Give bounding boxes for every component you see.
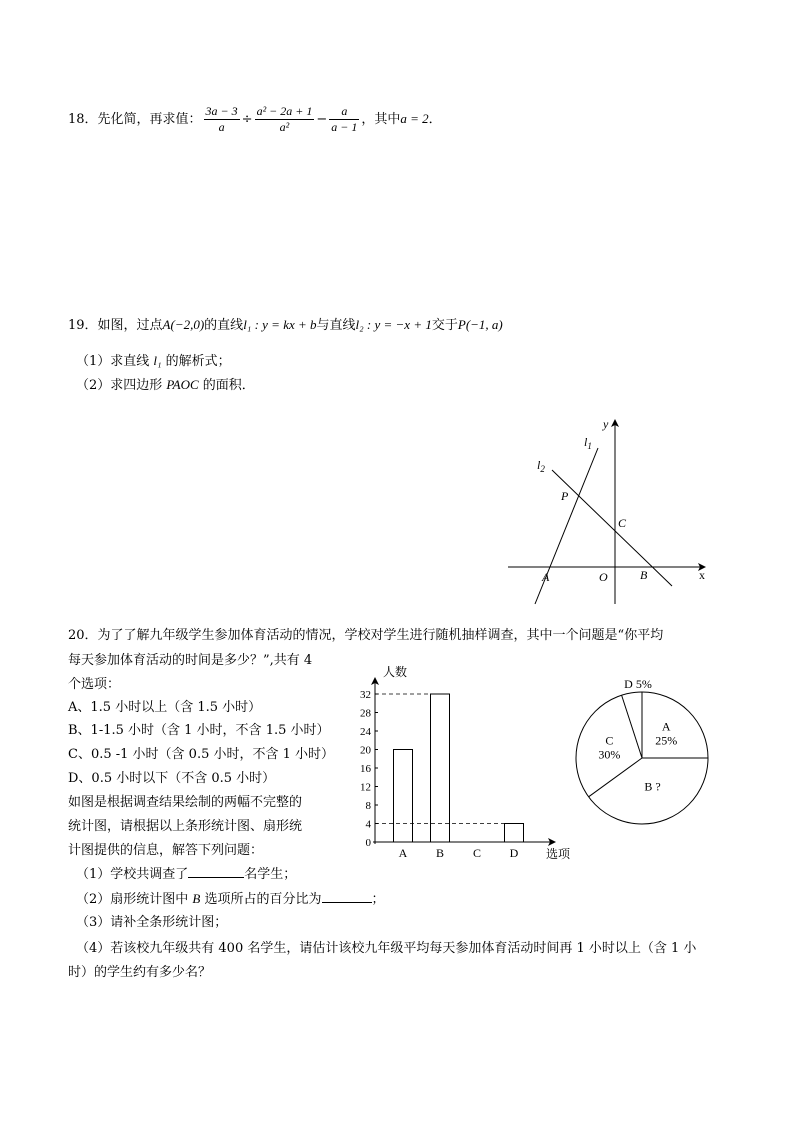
q20-sub2-b: B: [192, 891, 201, 906]
q19-sub-2: [76, 376, 255, 395]
q20-line-1: 20．为了了解九年级学生参加体育活动的情况，学校对学生进行随机抽样调查，其中一个问题是“你平均: [68, 628, 664, 643]
bar-category-B: B: [435, 846, 445, 860]
bar-y-tick-label: 12: [360, 781, 371, 794]
q20-pie-chart: [570, 676, 720, 836]
q19-point-a: A(−2,0): [162, 317, 205, 332]
bar-y-tick-label: 20: [360, 744, 371, 757]
line-l2: [552, 470, 672, 586]
q20-sub2-text-c: 选项所占的百分比为: [200, 892, 322, 907]
q19-stem: [68, 316, 503, 335]
q18-minus-op: −: [316, 112, 328, 127]
label-o: O: [599, 570, 608, 584]
bar-y-tick-label: 24: [360, 726, 371, 738]
bar-A: [394, 750, 413, 843]
bar-category-A: A: [398, 846, 408, 860]
q20-option-a: A、1.5 小时以上（含 1.5 小时）: [68, 700, 262, 715]
q18-suffix-c: ．: [428, 112, 442, 127]
label-l1: $l_1$: [584, 435, 592, 451]
label-x: x: [699, 568, 705, 582]
q19-text-5: 与直线: [316, 318, 356, 333]
label-p: P: [561, 489, 569, 503]
q19-sub1-text-c: 的解析式；: [161, 354, 231, 369]
bar-x-axis-label: 选项: [546, 847, 571, 861]
pie-slice-label-C: C 30%: [598, 733, 621, 762]
q20-sub-3: （3）请补全条形统计图；: [76, 915, 228, 930]
q20-sub1-tail: 名学生；: [244, 867, 297, 882]
q18-suffix-a: ，其中: [361, 112, 401, 127]
pie-slice-label-D: D 5%: [624, 677, 652, 691]
q20-desc-2: 统计图，请根据以上条形统计图、扇形统: [68, 819, 303, 834]
label-a: A: [542, 570, 550, 584]
q18-fraction-3: $\frac{a}{a - 1}$: [331, 104, 358, 134]
q20-sub2-tail: ；: [371, 892, 385, 907]
q20-option-c: C、0.5 -1 小时（含 0.5 小时，不含 1 小时）: [68, 747, 335, 762]
label-b: B: [640, 568, 648, 582]
bar-category-D: D: [509, 846, 519, 860]
label-l2: $l_2$: [537, 458, 545, 474]
q18-fraction-2: $\frac{\text{a² − 2a + 1}}{\text{a²}}$: [256, 104, 313, 134]
bar-y-tick-label: 32: [360, 689, 371, 701]
q19-line-l1: l₁ : y = kx + b: [243, 317, 317, 332]
q20-line-2: 每天参加体育活动的时间是多少？”,共有 4: [68, 653, 313, 668]
q20-sub-1: [76, 866, 296, 884]
q19-text-3: 的直线: [204, 318, 244, 333]
bar-y-tick-label: 16: [360, 763, 371, 775]
bar-D: [505, 824, 524, 843]
label-c: C: [618, 516, 627, 530]
q20-sub2-blank: [322, 902, 372, 903]
q20-line-3: 个选项：: [68, 677, 121, 692]
q19-text-1: 19．如图，过点: [68, 318, 163, 333]
q19-sub2-quad: PAOC: [166, 377, 199, 392]
q19-text-7: 交于: [431, 318, 458, 333]
q20-sub-4-line-2: 时）的学生约有多少名？: [68, 965, 212, 980]
q19-sub1-text-a: （1）求直线: [76, 354, 154, 369]
bar-y-axis-label: 人数: [383, 665, 408, 679]
q20-bar-chart: [340, 660, 590, 870]
q18-suffix-b: a = 2: [400, 111, 429, 126]
q19-point-p: P(−1, a): [457, 317, 503, 332]
q19-coordinate-graph: [500, 410, 720, 610]
bar-y-tick-label: 28: [360, 707, 371, 720]
q20-sub-4-line-1: （4）若该校九年级共有 400 名学生，请估计该校九年级平均每天参加体育活动时间再 1 小时以上（含 1 小: [76, 941, 697, 956]
q19-sub1-l1: l₁: [153, 353, 162, 368]
q18-prefix: 18．先化简，再求值：: [68, 112, 202, 127]
q19-line-l2: l₂ : y = −x + 1: [355, 317, 432, 332]
q20-sub2-text: （2）扇形统计图中: [76, 892, 193, 907]
bar-y-tick-label: 4: [365, 818, 371, 831]
q18-fraction-1: $\frac{3a - 3}{a}$: [205, 104, 238, 134]
label-y: y: [603, 417, 609, 431]
bar-category-C: C: [472, 846, 482, 860]
bar-y-tick-label: 8: [365, 800, 371, 812]
pie-slice-label-B: B ?: [644, 779, 661, 794]
q20-option-d: D、0.5 小时以下（不含 0.5 小时）: [68, 771, 276, 786]
q19-sub2-text-a: （2）求四边形: [76, 378, 167, 393]
bar-B: [431, 694, 450, 842]
q20-option-b: B、1-1.5 小时（含 1 小时，不含 1.5 小时）: [68, 723, 330, 738]
q20-sub1-text: （1）学校共调查了: [76, 867, 189, 882]
q19-sub-1: [76, 352, 231, 371]
q20-desc-1: 如图是根据调查结果绘制的两幅不完整的: [68, 795, 303, 810]
q20-sub1-blank: [188, 877, 244, 878]
bar-y-tick-label: 0: [365, 837, 371, 849]
q20-sub-2: [76, 890, 385, 909]
q18-line: [68, 104, 442, 135]
pie-slice-label-A: A 25%: [655, 719, 678, 748]
q19-sub2-text-c: 的面积．: [198, 378, 255, 393]
q20-desc-3: 计图提供的信息，解答下列问题：: [68, 843, 264, 858]
q18-div-op: ÷: [241, 112, 253, 127]
